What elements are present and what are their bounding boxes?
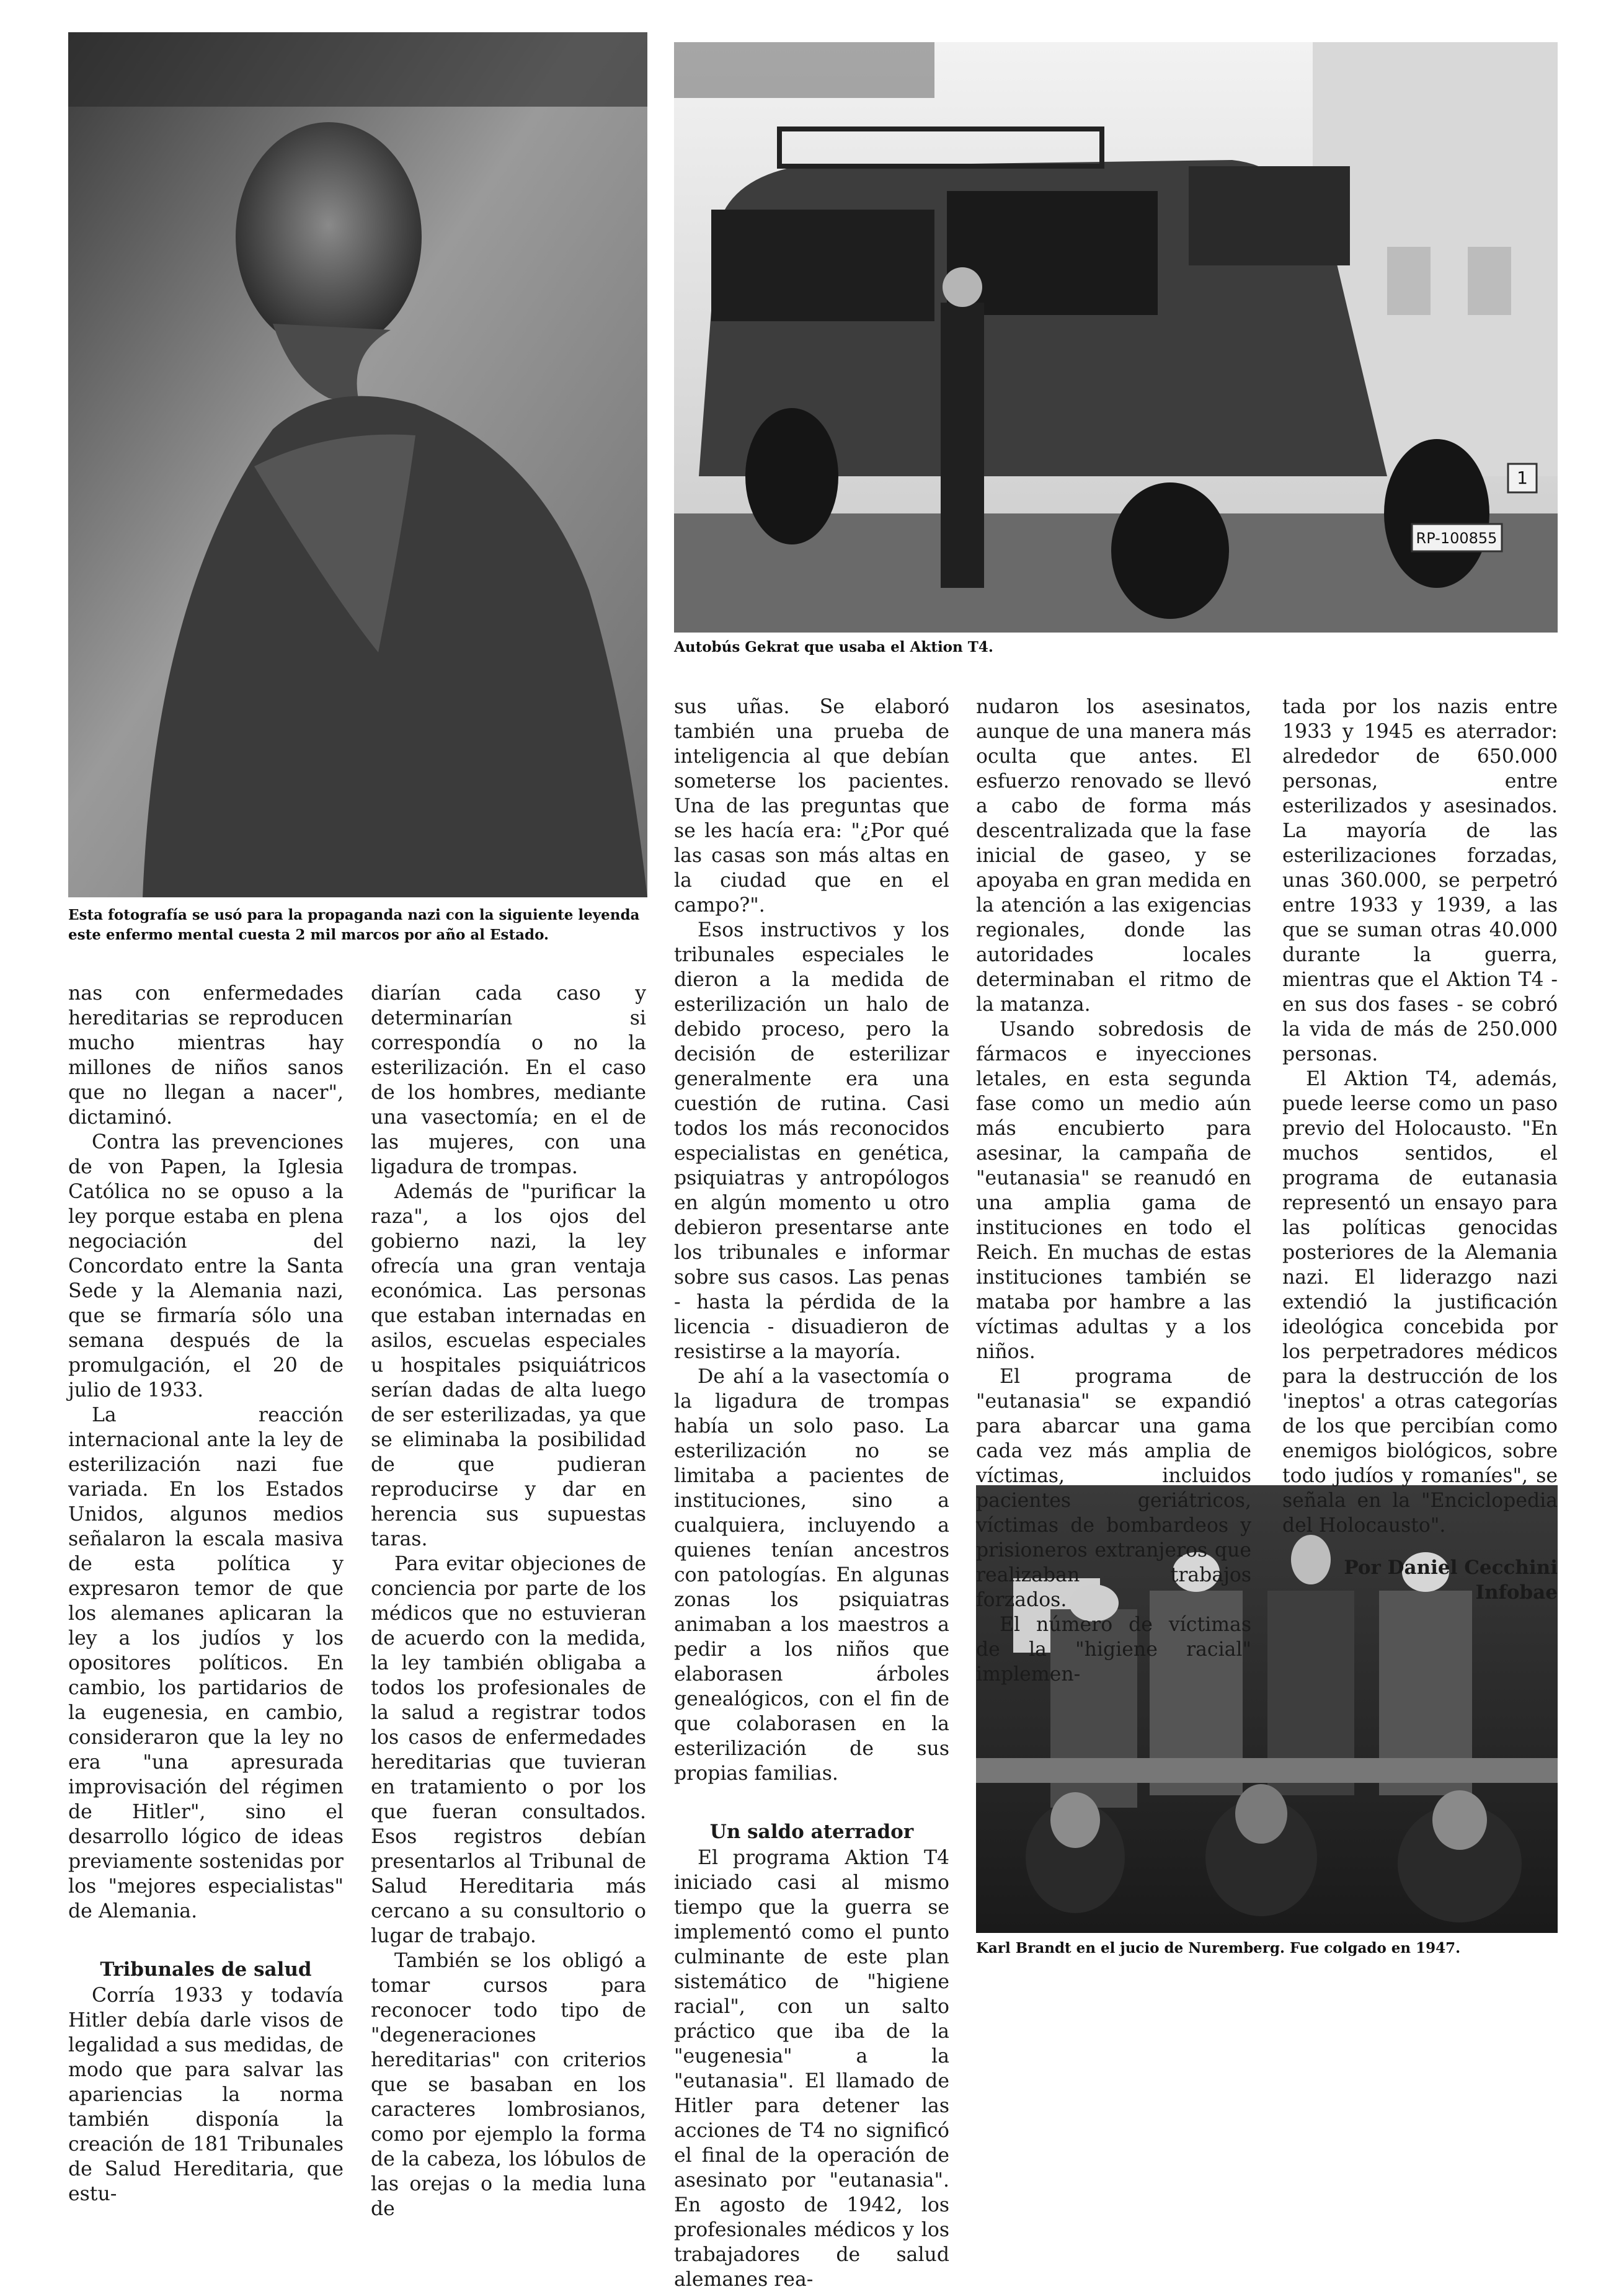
col1-paragraph-3: La reacción internacional ante la ley de esterilización nazi fue variada. En los Estados Unidos, algunos medios señalaron la escala masiva de esta política y expresaron temor de que los alemanes aplicaran la ley a los judíos y los opositores políticos. En cambio, los partidarios de la eugenesia, en cambio, consideraron que la ley no era "una apresurada improvisación del régimen de Hitler", sino el desarrollo lógico de ideas previamente sostenidas por los "mejores especialistas" de Alemania. [68,1404,344,1922]
gekrat-bus-photo [674,42,1558,633]
bus-caption: Autobús Gekrat que usaba el Aktion T4. [674,639,993,655]
section-heading-saldo: Un saldo aterrador [709,1821,914,1843]
col5-paragraph-2: El Aktion T4, además, puede leerse como un paso previo del Holocausto. "En muchos sentidos, el programa de eutanasia representó un ensayo para las políticas genocidas posteriores de la Alemania nazi. El liderazgo nazi extendió la justificación ideológica concebida por los perpetradores médicos para la destrucción de los 'ineptos' a otras categorías de los que percibían como enemigos biológicos, sobre todo judíos y romaníes", se señala en la "Enciclopedia del Holocausto". [1282,1068,1558,1537]
article-column-1 [68,981,344,2206]
col2-paragraph-1: diarían cada caso y determinarían si correspondía o no la esterilización. En el caso de los hombres, mediante una vasectomía; en el de las mujeres, con una ligadura de trompas. [371,982,646,1178]
col3-paragraph-3: De ahí a la vasectomía o la ligadura de trompas había un solo paso. La esterilización no se limitaba a pacientes de instituciones, sino a cualquiera, incluyendo a quienes tenían ancestros con patologías. En algunas zonas los psiquiatras animaban a los maestros a pedir a los niños que elaborasen árboles genealógicos, con el fin de que colaborasen en la esterilización de sus propias familias. [674,1366,949,1785]
col1-paragraph-2: Contra las prevenciones de von Papen, la Iglesia Católica no se opuso a la ley porque estaba en plena negociación del Concordato entre la Santa Sede y la Alemania nazi, que se firmaría sólo una semana después de la promulgación, el 20 de julio de 1933. [68,1131,344,1401]
col3-paragraph-4: El programa Aktion T4 iniciado casi al mismo tiempo que la guerra se implementó como el punto culminante de este plan sistemático de "higiene racial", con un salto práctico que iba de la "eugenesia" a la "eutanasia". El llamado de Hitler para detener las acciones de T4 no significó el final de la operación de asesinato por "eutanasia". En agosto de 1942, los profesionales médicos y los trabajadores de salud alemanes rea- [674,1847,949,2291]
col1-paragraph-4: Corría 1933 y todavía Hitler debía darle visos de legalidad a sus medidas, de modo que para salvar las apariencias la norma también disponía la creación de 181 Tribunales de Salud Hereditaria, que estu- [68,1984,344,2205]
bus-license-plate: RP-100855 [1416,530,1498,547]
byline-author: Por Daniel Cecchini [1344,1557,1558,1579]
col5-paragraph-1: tada por los nazis entre 1933 y 1945 es aterrador: alrededor de 650.000 personas, entre esterilizados y asesinados. La mayoría de las esterilizaciones forzadas, unas 360.000, se perpetró entre 1933 y 1939, a las que se suman otras 40.000 durante la guerra, mientras que el Aktion T4 - en sus dos fases - se cobró la vida de más de 250.000 personas. [1282,696,1558,1065]
col4-paragraph-3: El programa de "eutanasia" se expandió para abarcar una gama cada vez más amplia de víctimas, incluidos pacientes geriátricos, víctimas de bombardeos y prisioneros extranjeros que realizaban trabajos forzados. [976,1366,1251,1611]
col4-paragraph-4: El número de víctimas de la "higiene racial" implemen- [976,1614,1251,1686]
col1-paragraph-1: nas con enfermedades hereditarias se reproducen mucho mientras hay millones de niños sanos que no llegan a nacer", dictaminó. [68,982,344,1129]
trial-caption: Karl Brandt en el jucio de Nuremberg. Fue colgado en 1947. [976,1940,1461,1957]
col2-paragraph-2: Además de "purificar la raza", a los ojos del gobierno nazi, la ley ofrecía una gran ventaja económica. Las personas que estaban internadas en asilos, escuelas especiales u hospitales psiquiátricos serían dadas de alta luego de ser esterilizadas, ya que se eliminaba la posibilidad de que pudieran reproducirse y dar en herencia sus supuestas taras. [371,1181,646,1550]
section-heading-tribunales: Tribunales de salud [100,1958,312,1981]
col3-paragraph-1: sus uñas. Se elaboró también una prueba de inteligencia al que debían someterse los pacientes. Una de las preguntas que se les hacía era: "¿Por qué las casas son más altas en la ciudad que en el campo?". [674,696,949,917]
article-column-4 [976,695,1251,1687]
portrait-caption: Esta fotografía se usó para la propaganda nazi con la siguiente leyenda este enfermo mental cuesta 2 mil marcos por año al Estado. [68,907,640,943]
article-column-5 [1282,695,1558,1605]
col4-paragraph-2: Usando sobredosis de fármacos e inyecciones letales, en esta segunda fase como un medio aún más encubierto para asesinar, la campaña de "eutanasia" se reanudó en una amplia gama de instituciones en todo el Reich. En muchas de estas instituciones también se mataba por hambre a las víctimas adultas y a los niños. [976,1018,1251,1363]
bus-route-number: 1 [1517,468,1528,488]
col4-paragraph-1: nudaron los asesinatos, aunque de una manera más oculta que antes. El esfuerzo renovado se llevó a cabo de forma más descentralizada que la fase inicial de gaseo, y se apoyaba en gran medida en la atención a las exigencias regionales, donde las autoridades locales determinaban el ritmo de la matanza. [976,696,1251,1016]
byline-outlet: Infobae [1475,1581,1558,1604]
col2-paragraph-4: También se los obligó a tomar cursos para reconocer todo tipo de "degeneraciones hereditarias" con criterios que se basaban en los caracteres lombrosianos, como por ejemplo la forma de la cabeza, los lóbulos de las orejas o la media luna de [371,1950,646,2220]
col2-paragraph-3: Para evitar objeciones de conciencia por parte de los médicos que no estuvieran de acuerdo con la medida, la ley también obligaba a todos los profesionales de la salud a registrar todos los casos de enfermedades hereditarias que tuvieran en tratamiento o por los que fueran consultados. Esos registros debían presentarlos al Tribunal de Salud Hereditaria más cercano a su consultorio o lugar de trabajo. [371,1553,646,1947]
article-column-3 [674,695,949,2292]
col3-paragraph-2: Esos instructivos y los tribunales especiales le dieron a la medida de esterilización un halo de debido proceso, pero la decisión de esterilizar generalmente era una cuestión de rutina. Casi todos los más reconocidos especialistas en genética, psiquiatras y antropólogos en algún momento u otro debieron presentarse ante los tribunales e informar sobre sus casos. Las penas - hasta la pérdida de la licencia - disuadieron de resistirse a la mayoría. [674,919,949,1363]
article-column-2 [371,981,646,2221]
propaganda-portrait-photo [68,32,647,897]
